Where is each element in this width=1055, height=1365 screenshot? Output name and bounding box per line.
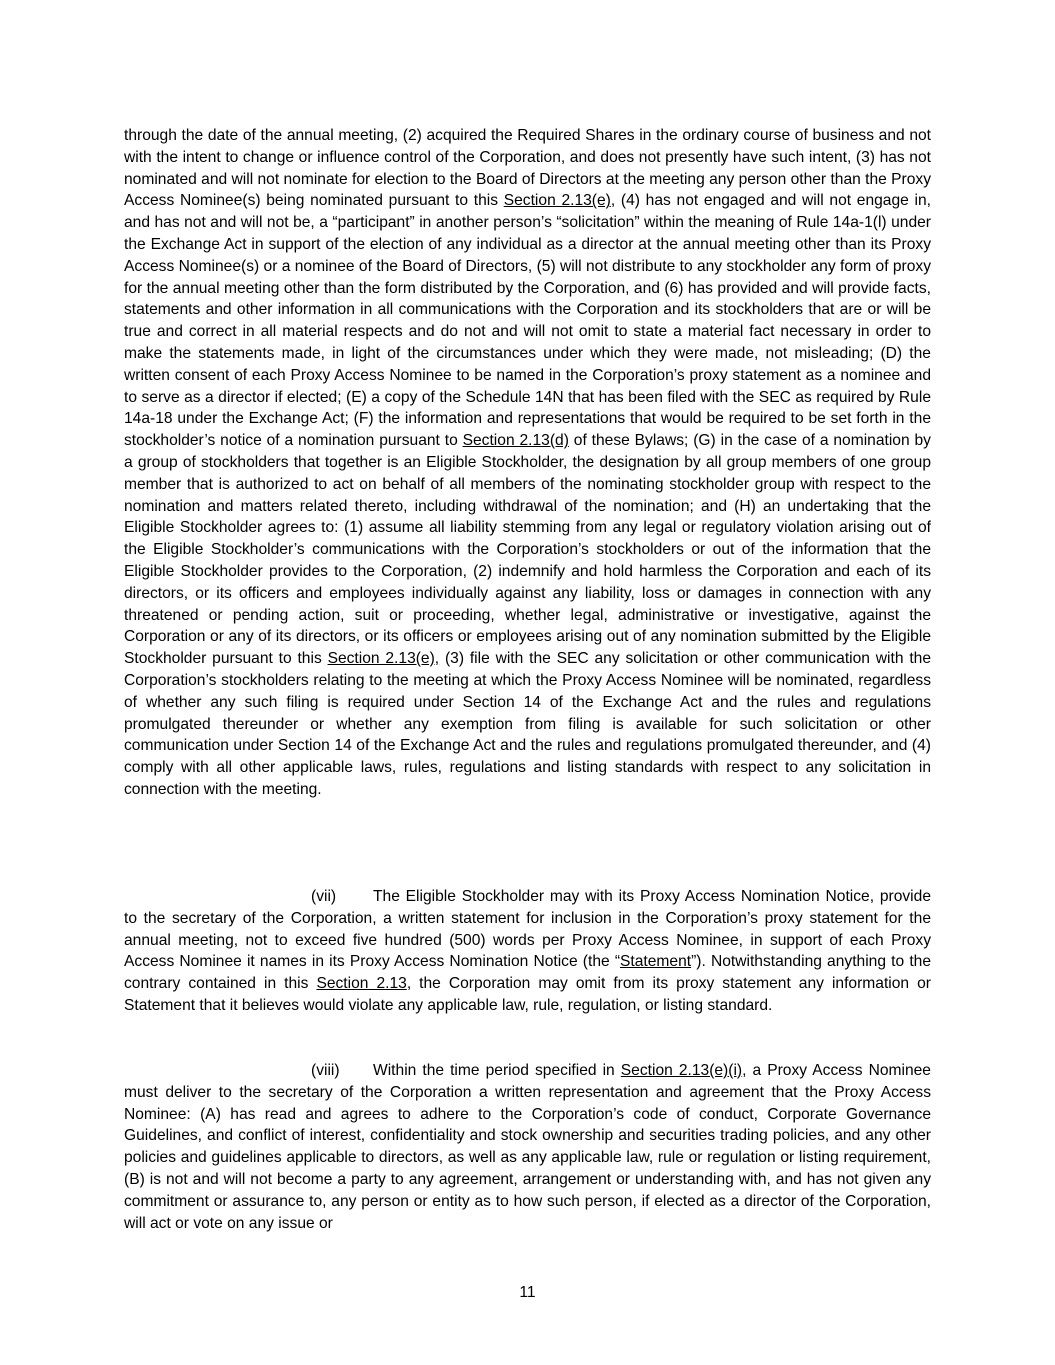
paragraph-text: , a Proxy Access Nominee must deliver to the secretary of the Corporation a written representation and agreement that the Proxy Access Nominee: (A) has read and agrees to adhere to the Corporation’s code of conduct, Corporate Governance Guidelines, and conflict of interest, confidentiality and stock ownership and securities trading policies, and any other policies and guidelines applicable to directors, as well as any applicable law, rule or regulation or listing requirement, (B) is not and will not become a party to any agreement, arrangement or understanding with, and has not given any commitment or assurance to, any person or entity as to how such person, if elected as a director of the Corporation, will act or vote on any issue or xyxy=(124,1062,931,1232)
page-number: 11 xyxy=(519,1284,536,1301)
paragraph-text: of these Bylaws; (G) in the case of a nomination by a group of stockholders that together is an Eligible Stockholder, the designation by all group members of one group member that is authorized to act on behalf of all members of the nominating stockholder group with respect to the nomination and matters related thereto, including withdrawal of the nomination; and (H) an undertaking that the Eligible Stockholder agrees to: (1) assume all liability stemming from any legal or regulatory violation arising out of the Eligible Stockholder’s communications with the Corporation’s stockholders or out of the information that the Eligible Stockholder provides to the Corporation, (2) indemnify and hold harmless the Corporation and each of its directors, or its officers and employees individually against any liability, loss or damages in connection with any threatened or pending action, suit or proceeding, whether legal, administrative or investigative, against the Corporation or any of its directors, or its officers or employees arising out of any nomination submitted by the Eligible Stockholder pursuant to this xyxy=(124,432,931,668)
paragraph-text: Within the time period specified in xyxy=(373,1062,621,1079)
paragraph-lead xyxy=(311,1060,373,1082)
section-reference: Section 2.13(d) xyxy=(462,432,569,450)
section-reference: Section 2.13(e) xyxy=(503,192,611,210)
section-reference: Section 2.13 xyxy=(316,975,407,993)
paragraph-text: , the Corporation may omit from its proxy statement any information or Statement that it believes would violate any applicable law, rule, regulation, or listing standard. xyxy=(124,975,931,1014)
paragraph-marker: (vii) xyxy=(311,888,337,905)
paragraph-viii xyxy=(124,1060,931,1234)
paragraph-marker: (viii) xyxy=(311,1062,340,1079)
section-reference: Section 2.13(e), xyxy=(327,650,440,668)
paragraph-vii xyxy=(124,886,931,1017)
defined-term: Statement xyxy=(620,953,692,971)
paragraph-continuation xyxy=(124,125,931,801)
paragraph-text: The Eligible Stockholder may with its Proxy Access Nomination Notice, provide to the secretary of the Corporation, a written statement for inclusion in the Corporation’s proxy statement for the annual meeting, not to exceed five hundred (500) words per Proxy Access Nominee, in support of each Proxy Access Nominee it names in its Proxy Access Nomination Notice (the “ xyxy=(124,888,931,971)
paragraph-text: (3) file with the SEC any solicitation or other communication with the Corporation’s stockholders relating to the meeting at which the Proxy Access Nominee will be nominated, regardless of whether any such filing is required under Section 14 of the Exchange Act and the rules and regulations promulgated thereunder or whether any exemption from filing is available for such solicitation or other communication under Section 14 of the Exchange Act and the rules and regulations promulgated thereunder, and (4) comply with all other applicable laws, rules, regulations and listing standards with respect to any solicitation in connection with the meeting. xyxy=(124,650,931,798)
section-reference: Section 2.13(e)(i) xyxy=(620,1062,743,1079)
paragraph-text: , (4) has not engaged and will not engage in, and has not and will not be, a “participant” in another person’s “solicitation” within the meaning of Rule 14a-1(l) under the Exchange Act in support of the election of any individual as a director at the annual meeting other than its Proxy Access Nominee(s) or a nominee of the Board of Directors, (5) will not distribute to any stockholder any form of proxy for the annual meeting other than the form distributed by the Corporation, and (6) has provided and will provide facts, statements and other information in all communications with the Corporation and its stockholders that are or will be true and correct in all material respects and do not and will not omit to state a material fact necessary in order to make the statements made, in light of the circumstances under which they were made, not misleading; (D) the written consent of each Proxy Access Nominee to be named in the Corporation’s proxy statement as a nominee and to serve as a director if elected; (E) a copy of the Schedule 14N that has been filed with the SEC as required by Rule 14a-18 under the Exchange Act; (F) the information and representations that would be required to be set forth in the stockholder’s notice of a nomination pursuant to xyxy=(124,192,932,450)
paragraph-text: through the date of the annual meeting, (2) acquired the Required Shares in the ordinary course of business and not with the intent to change or influence control of the Corporation, and does not presently have such intent, (3) has not nominated and will not nominate for election to the Board of Directors at the meeting any person other than the Proxy Access Nominee(s) being nominated pursuant to this xyxy=(124,127,932,210)
paragraph-lead xyxy=(311,886,373,908)
paragraph-text: ”). Notwithstanding anything to the contrary contained in this xyxy=(124,953,931,993)
